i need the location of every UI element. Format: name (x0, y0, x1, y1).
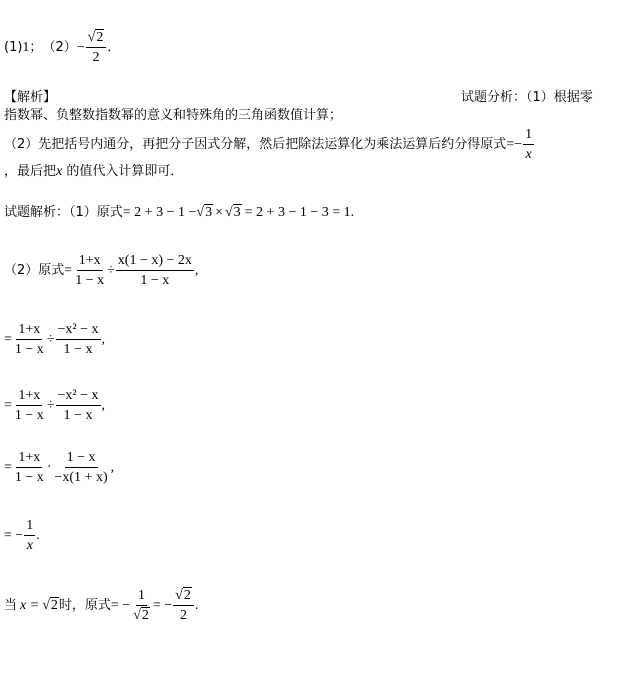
analysis-line2-eq: =− (506, 136, 523, 152)
step3-f2-den: 1 − x (63, 408, 93, 423)
step4-dot: · (46, 459, 52, 475)
answer-part1-value: 1 (22, 39, 30, 55)
analysis-line2-den: x (525, 147, 532, 162)
answer-part2-label: （2） (42, 39, 77, 55)
step2-f2-num: −x² − x (56, 322, 101, 340)
final-eq2: = − (152, 597, 173, 613)
step1-fraction2 (116, 253, 194, 288)
final-root: 2 (50, 597, 58, 613)
step3-end: , (101, 397, 105, 413)
solution-expr1-root2: 3 (233, 205, 241, 220)
step1-end: , (194, 262, 199, 278)
step2-f1-num: 1+x (16, 322, 42, 340)
step3-eq: = (4, 397, 12, 413)
final-fraction1: $\frac{1}{√2}$ (133, 588, 149, 623)
final-end: . (194, 597, 199, 613)
solution-step1 (4, 253, 198, 288)
analysis-line3-post: 的值代入计算即可． (62, 164, 184, 179)
step3-f1-num: 1+x (16, 388, 42, 406)
step1-f2-num: x(1 − x) − 2x (116, 253, 194, 271)
solution-label: 试题解析：（1）原式 (4, 205, 123, 220)
step3-f2-num: −x² − x (56, 388, 101, 406)
solution-final: 当 x = √2 时，原式 = − $\frac{1}{√2}$ = − $\frac{√2}{2}$ . (4, 588, 199, 623)
solution-step3 (4, 388, 105, 423)
step4-eq: = (4, 459, 12, 475)
step1-div: ÷ (107, 262, 115, 278)
step5-num: 1 (24, 518, 35, 536)
final-mid: 时，原式 (58, 597, 111, 613)
solution-expr1-a: = 2 + 3 − 1 − (122, 205, 197, 220)
step1-f2-den: 1 − x (140, 273, 170, 288)
step1-f1-den: 1 − x (75, 273, 105, 288)
step3-fraction1 (13, 388, 46, 423)
answer-separator: ； (29, 39, 43, 55)
step1-eq: = (64, 262, 73, 278)
answer-line (4, 30, 120, 65)
answer-part2-minus: − (76, 39, 85, 55)
analysis-intro: 试题分析：（1）根据零 (461, 90, 593, 105)
step2-eq: = (4, 331, 12, 347)
step4-end: , (110, 459, 115, 475)
step4-f2-den: −x(1 + x) (54, 470, 108, 485)
solution-expr1-times: × (215, 205, 223, 220)
final-f1-den: 2 (141, 608, 149, 623)
solution-step4 (4, 450, 114, 485)
analysis-line3-var: x (56, 164, 63, 179)
step5-fraction (24, 518, 35, 553)
step4-fraction1 (13, 450, 46, 485)
analysis-line3 (4, 164, 183, 180)
step3-f1-den: 1 − x (14, 408, 44, 423)
answer-part2-denominator: 2 (92, 50, 100, 65)
step2-fraction1 (13, 322, 46, 357)
solution-step2 (4, 322, 105, 357)
solution-expr1-b: = 2 + 3 − 1 − 3 = 1. (244, 205, 355, 220)
analysis-line3-pre: ，最后把 (4, 164, 57, 179)
analysis-line2-fraction (523, 127, 534, 162)
answer-part1-label: (1) (4, 39, 23, 55)
final-pre: 当 (4, 597, 18, 613)
solution-part2-label: （2）原式 (4, 262, 65, 278)
answer-end: ． (107, 39, 121, 55)
step4-fraction2 (52, 450, 109, 485)
step2-f1-den: 1 − x (14, 342, 44, 357)
final-var: x = (20, 597, 40, 613)
answer-part2-fraction: $\frac{√2}{2}$ (86, 30, 107, 65)
answer-part2-radicand: 2 (96, 30, 104, 45)
step5-end: . (36, 527, 40, 543)
step2-div: ÷ (46, 331, 55, 347)
solution-part1: 试题解析：（1）原式 = 2 + 3 − 1 − √3 × √3 = 2 + 3 − 1 − 3 = 1. (4, 205, 355, 220)
final-f2-num: 2 (183, 588, 191, 603)
step4-f2-num: 1 − x (65, 450, 98, 468)
final-eq: = − (110, 597, 131, 613)
analysis-line2-text: （2）先把括号内通分，再把分子因式分解，然后把除法运算化为乘法运算后约分得原式 (4, 136, 507, 152)
analysis-line2-num: 1 (523, 127, 534, 145)
analysis-line2 (4, 127, 535, 162)
step3-fraction2 (56, 388, 101, 423)
final-f1-num: 1 (136, 588, 147, 606)
step5-eq: = − (4, 527, 24, 543)
step1-f1-num: 1+x (77, 253, 103, 271)
step5-den: x (26, 538, 33, 553)
step4-f1-den: 1 − x (14, 470, 44, 485)
step2-f2-den: 1 − x (63, 342, 93, 357)
step3-div: ÷ (46, 397, 55, 413)
analysis-heading: 【解析】 (4, 90, 57, 105)
step2-fraction2 (56, 322, 101, 357)
step2-end: , (101, 331, 105, 347)
step4-f1-num: 1+x (16, 450, 42, 468)
solution-expr1-root1: 3 (205, 205, 213, 220)
step1-fraction1 (73, 253, 106, 288)
solution-step5 (4, 518, 40, 553)
final-fraction2: $\frac{√2}{2}$ (173, 588, 194, 623)
analysis-line1: 指数幂、负整数指数幂的意义和特殊角的三角函数值计算； (4, 108, 343, 123)
final-f2-den: 2 (180, 608, 188, 623)
